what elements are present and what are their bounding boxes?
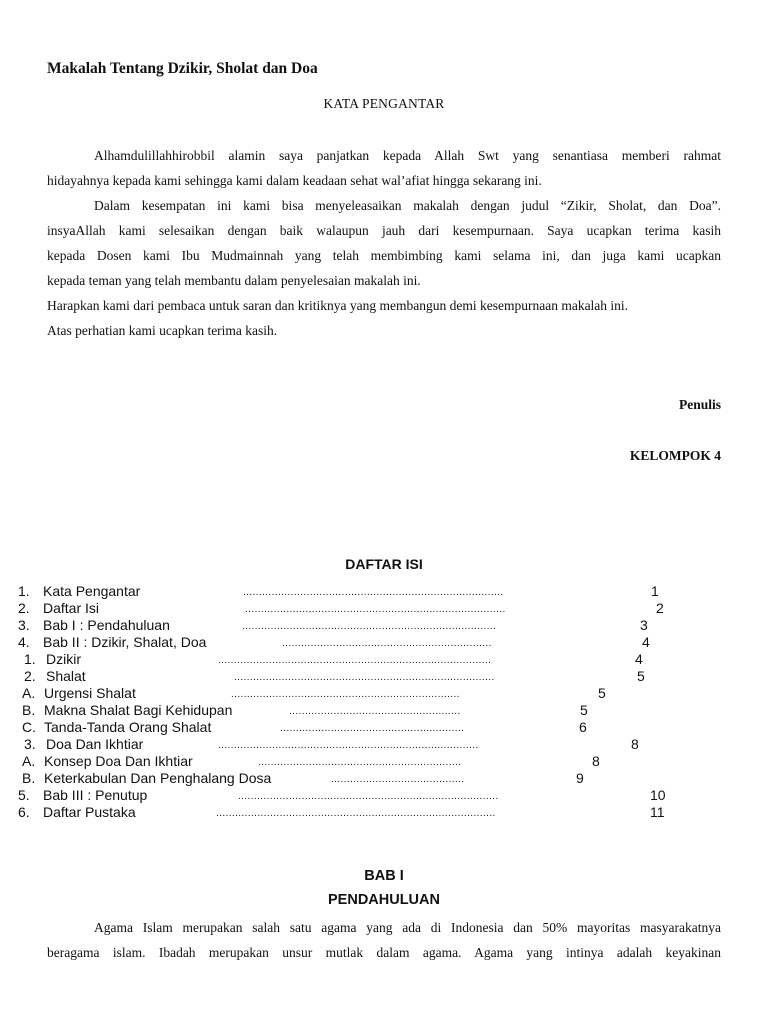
toc-item bbox=[0, 702, 768, 719]
toc-item-label: Doa Dan Ikhtiar bbox=[46, 736, 144, 752]
toc-item-page: 8 bbox=[631, 736, 639, 752]
toc-item-number: 6. bbox=[18, 804, 30, 820]
toc-item-number: B. bbox=[22, 702, 36, 718]
page-title: Makalah Tentang Dzikir, Sholat dan Doa bbox=[47, 60, 318, 77]
toc-item-label: Shalat bbox=[46, 668, 86, 684]
paragraph-line: Alhamdulillahhirobbil alamin saya panjatkan kepada Allah Swt yang senantiasa memberi rahmat bbox=[94, 148, 721, 163]
toc-item-number: 5. bbox=[18, 787, 30, 803]
toc-item bbox=[0, 617, 768, 634]
toc-item-number: C. bbox=[22, 719, 36, 735]
paragraph-line: kepada Dosen kami Ibu Mudmainnah yang telah membimbing kami selama ini, dan juga kami ucapkan bbox=[47, 248, 721, 263]
paragraph-line: Harapkan kami dari pembaca untuk saran dan kritiknya yang membangun demi kesempurnaan makalah ini. bbox=[47, 298, 629, 313]
toc-item-number: 3. bbox=[24, 736, 36, 752]
toc-item-page: 8 bbox=[592, 753, 600, 769]
toc-item-page: 10 bbox=[650, 787, 666, 803]
paragraph-line: Dalam kesempatan ini kami bisa menyeleasaikan makalah dengan judul “Zikir, Sholat, dan Doa”. bbox=[94, 198, 721, 213]
toc-item-label: Kata Pengantar bbox=[43, 583, 141, 599]
toc-item-page: 4 bbox=[635, 651, 643, 667]
toc-leader-dots: .................................................................................. bbox=[245, 604, 506, 615]
toc-leader-dots: .................................................................................. bbox=[238, 791, 499, 802]
paragraph-line: hidayahnya kepada kami sehingga kami dalam keadaan sehat wal’afiat hingga sekarang ini. bbox=[47, 173, 542, 188]
toc-item-page: 3 bbox=[640, 617, 648, 633]
toc-item-label: Daftar Pustaka bbox=[43, 804, 136, 820]
toc-item-page: 9 bbox=[576, 770, 584, 786]
toc-item-number: 1. bbox=[18, 583, 30, 599]
toc-item-number: 2. bbox=[18, 600, 30, 616]
toc-leader-dots: .................................................................. bbox=[282, 638, 492, 649]
toc-item bbox=[0, 787, 768, 804]
toc-item bbox=[0, 600, 768, 617]
toc-leader-dots: ........................................................................ bbox=[231, 689, 460, 700]
toc-leader-dots: .................................................................................. bbox=[243, 587, 504, 598]
kata-pengantar-heading: KATA PENGANTAR bbox=[323, 96, 445, 111]
toc-item-number: A. bbox=[22, 685, 36, 701]
toc-item-page: 5 bbox=[637, 668, 645, 684]
toc-item-number: A. bbox=[22, 753, 36, 769]
toc-item-label: Urgensi Shalat bbox=[44, 685, 136, 701]
toc-item-number: B. bbox=[22, 770, 36, 786]
toc-item-label: Makna Shalat Bagi Kehidupan bbox=[44, 702, 233, 718]
toc-item bbox=[0, 668, 768, 685]
paragraph-line: insyaAllah kami selesaikan dengan baik walaupun jauh dari kesempurnaan. Saya ucapkan terima kasih bbox=[47, 223, 721, 238]
toc-item-page: 5 bbox=[598, 685, 606, 701]
toc-item-label: Konsep Doa Dan Ikhtiar bbox=[44, 753, 193, 769]
toc-item bbox=[0, 583, 768, 600]
toc-item bbox=[0, 736, 768, 753]
toc-item-label: Bab II : Dzikir, Shalat, Doa bbox=[43, 634, 207, 650]
toc-item bbox=[0, 634, 768, 651]
toc-leader-dots: ...................................................... bbox=[289, 706, 461, 717]
toc-item-page: 6 bbox=[579, 719, 587, 735]
toc-item-page: 2 bbox=[656, 600, 664, 616]
paragraph-line: Agama Islam merupakan salah satu agama yang ada di Indonesia dan 50% mayoritas masyarakatnya bbox=[94, 920, 721, 935]
toc-leader-dots: ........................................................................................ bbox=[216, 808, 496, 819]
toc-item-page: 1 bbox=[651, 583, 659, 599]
paragraph-line: beragama islam. Ibadah merupakan unsur mutlak dalam agama. Agama yang intinya adalah keyakinan bbox=[47, 945, 721, 960]
toc-item-number: 4. bbox=[18, 634, 30, 650]
toc-item-number: 2. bbox=[24, 668, 36, 684]
toc-item bbox=[0, 804, 768, 821]
toc-leader-dots: ...................................................................................... bbox=[218, 655, 492, 666]
group-name: KELOMPOK 4 bbox=[629, 448, 721, 463]
toc-item bbox=[0, 753, 768, 770]
chapter-subtitle: PENDAHULUAN bbox=[328, 892, 440, 908]
toc-item-number: 1. bbox=[24, 651, 36, 667]
toc-leader-dots: ................................................................ bbox=[258, 757, 462, 768]
toc-item bbox=[0, 719, 768, 736]
signature-label: Penulis bbox=[678, 397, 721, 412]
toc-item-page: 11 bbox=[650, 804, 665, 820]
toc-leader-dots: .................................................................................. bbox=[234, 672, 495, 683]
toc-item-page: 4 bbox=[642, 634, 650, 650]
toc-item bbox=[0, 770, 768, 787]
toc-item-number: 3. bbox=[18, 617, 30, 633]
toc-item bbox=[0, 685, 768, 702]
toc-item-page: 5 bbox=[580, 702, 588, 718]
toc-leader-dots: ................................................................................ bbox=[242, 621, 497, 632]
toc-item-label: Bab III : Penutup bbox=[43, 787, 148, 803]
toc-item-label: Daftar Isi bbox=[43, 600, 100, 616]
toc-item bbox=[0, 651, 768, 668]
toc-leader-dots: .......................................................... bbox=[280, 723, 465, 734]
chapter-title: BAB I bbox=[364, 868, 404, 884]
toc-item-label: Bab I : Pendahuluan bbox=[43, 617, 170, 633]
paragraph-line: Atas perhatian kami ucapkan terima kasih. bbox=[47, 323, 278, 338]
toc-item-label: Tanda-Tanda Orang Shalat bbox=[44, 719, 212, 735]
toc-leader-dots: .................................................................................. bbox=[218, 740, 479, 751]
toc-item-label: Dzikir bbox=[46, 651, 81, 667]
daftar-isi-heading: DAFTAR ISI bbox=[345, 556, 423, 572]
paragraph-line: kepada teman yang telah membantu dalam penyelesaian makalah ini. bbox=[47, 273, 421, 288]
toc-item-label: Keterkabulan Dan Penghalang Dosa bbox=[44, 770, 272, 786]
toc-leader-dots: .......................................... bbox=[331, 774, 465, 785]
